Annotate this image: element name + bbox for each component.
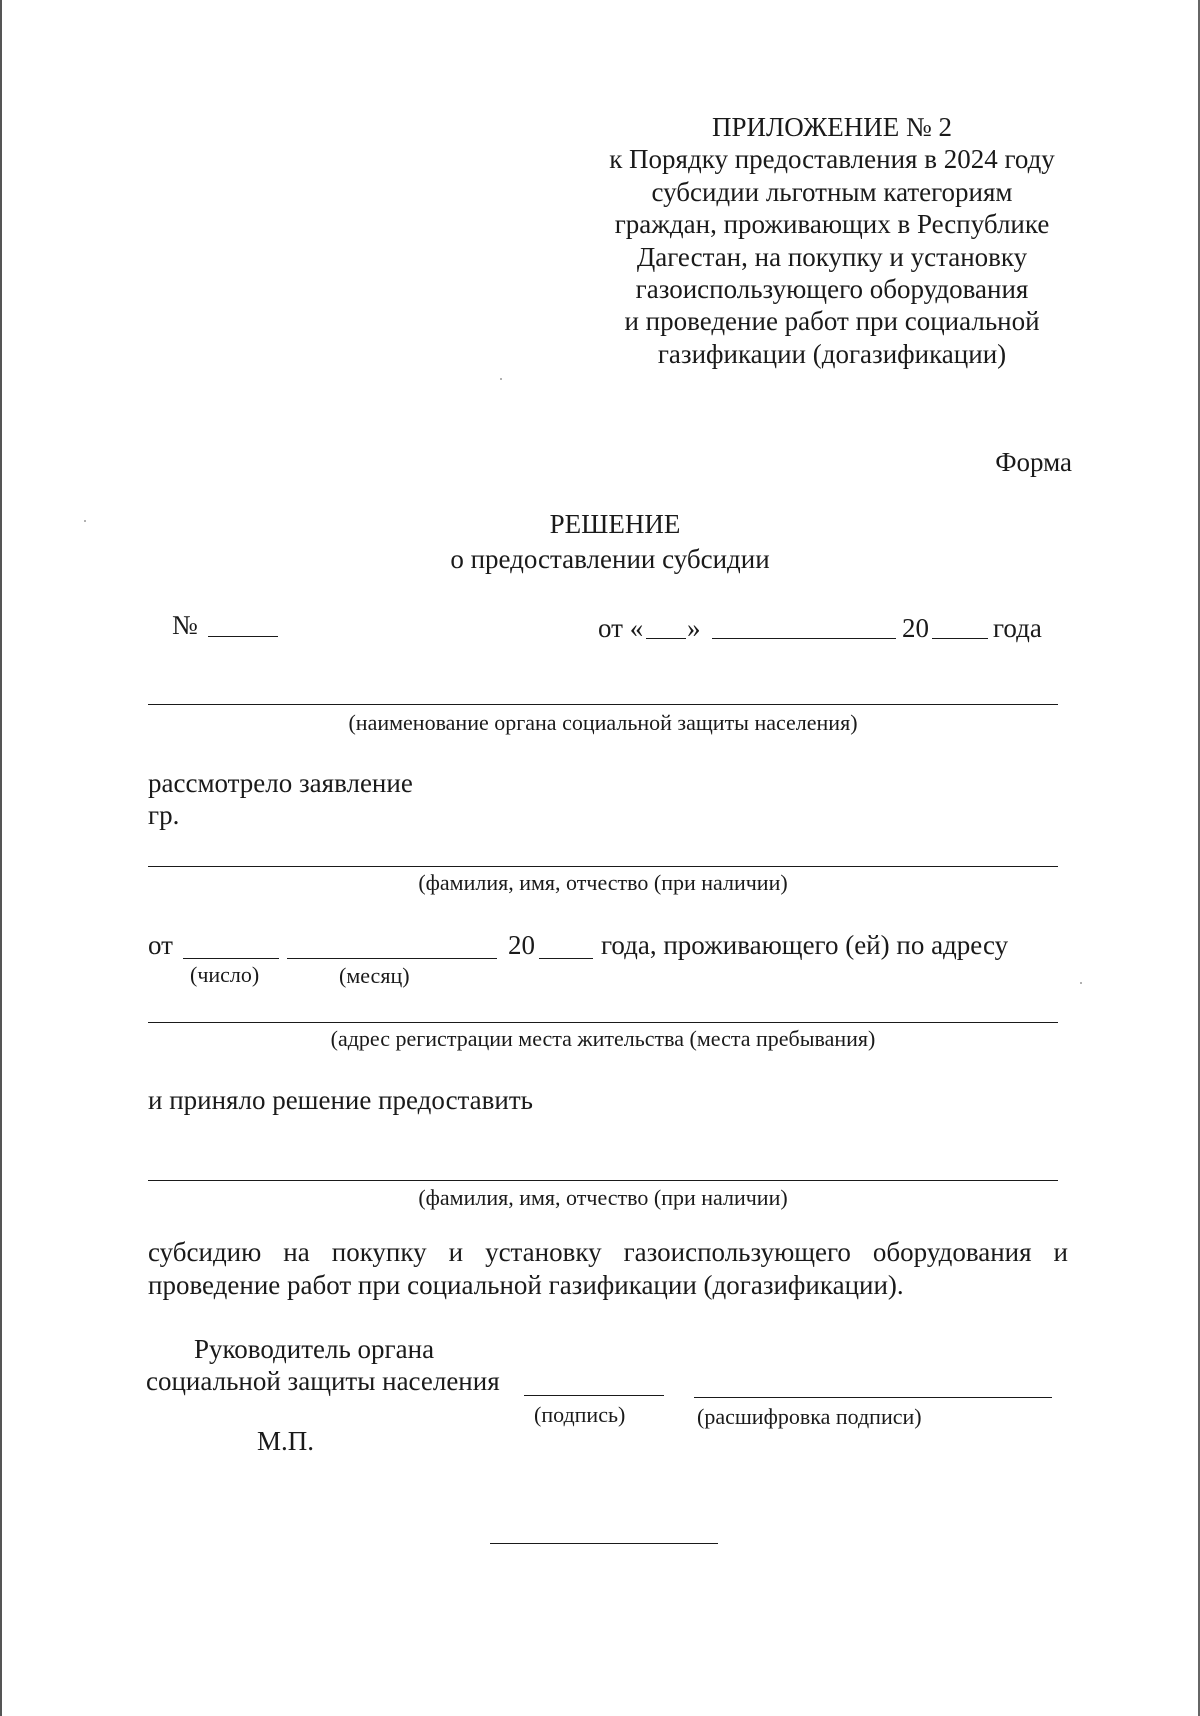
day-blank bbox=[646, 638, 686, 639]
signature-line bbox=[524, 1395, 664, 1396]
signature-decode-caption: (расшифровка подписи) bbox=[697, 1404, 922, 1429]
signature-decode-line bbox=[694, 1397, 1052, 1398]
address-line bbox=[148, 1022, 1058, 1023]
citizen-abbrev: гр. bbox=[148, 800, 180, 830]
applicant-name-line bbox=[148, 866, 1058, 867]
date-from-prefix: от « bbox=[598, 613, 644, 643]
org-name-line bbox=[148, 704, 1058, 705]
appendix-line-4: Дагестан, на покупку и установку bbox=[636, 241, 1028, 272]
appendix-line-1: к Порядку предоставления в 2024 году bbox=[609, 144, 1055, 175]
appendix-line-7: газификации (догазификации) bbox=[657, 338, 1007, 369]
application-year-blank bbox=[539, 958, 593, 959]
month-blank bbox=[712, 638, 896, 639]
stamp-place: М.П. bbox=[257, 1426, 315, 1456]
head-title-line-2: социальной защиты населения bbox=[146, 1366, 500, 1396]
year-blank bbox=[932, 638, 988, 639]
scan-speck bbox=[500, 378, 502, 380]
decision-title: РЕШЕНИЕ bbox=[549, 509, 681, 539]
number-blank bbox=[208, 636, 278, 637]
year-suffix: года bbox=[993, 613, 1042, 643]
recipient-name-line bbox=[148, 1180, 1058, 1181]
recipient-name-caption: (фамилия, имя, отчество (при наличии) bbox=[418, 1185, 788, 1210]
date-quote-close: » bbox=[687, 613, 701, 643]
decision-text: и приняло решение предоставить bbox=[148, 1085, 533, 1115]
application-day-blank bbox=[183, 958, 279, 959]
scan-speck bbox=[84, 520, 86, 522]
appendix-block bbox=[590, 111, 1074, 370]
scan-speck bbox=[1080, 982, 1082, 984]
appendix-title: ПРИЛОЖЕНИЕ № 2 bbox=[711, 112, 953, 142]
application-tail: года, проживающего (ей) по адресу bbox=[601, 930, 1009, 960]
considered-text: рассмотрело заявление bbox=[148, 768, 413, 798]
decision-subtitle: о предоставлении субсидии bbox=[450, 544, 770, 574]
application-year-prefix: 20 bbox=[508, 930, 535, 960]
head-title-line-1: Руководитель органа bbox=[194, 1334, 435, 1364]
signature-caption: (подпись) bbox=[534, 1402, 626, 1427]
day-caption: (число) bbox=[190, 962, 260, 987]
appendix-line-3: граждан, проживающих в Республике bbox=[614, 209, 1050, 240]
year-prefix: 20 bbox=[902, 613, 929, 643]
application-from: от bbox=[148, 930, 173, 960]
subsidy-paragraph: субсидию на покупку и установку газоиспользующего оборудования и проведение работ при социальной газификации (догазификации). bbox=[148, 1237, 1068, 1300]
month-caption: (месяц) bbox=[339, 963, 410, 988]
form-label: Форма bbox=[995, 447, 1072, 477]
appendix-line-6: и проведение работ при социальной bbox=[624, 306, 1040, 337]
application-month-blank bbox=[287, 958, 497, 959]
number-sign: № bbox=[172, 610, 198, 640]
appendix-line-2: субсидии льготным категориям bbox=[651, 176, 1013, 207]
applicant-name-caption: (фамилия, имя, отчество (при наличии) bbox=[418, 870, 788, 895]
closing-separator bbox=[490, 1543, 718, 1544]
appendix-line-5: газоиспользующего оборудования bbox=[635, 274, 1029, 305]
org-name-caption: (наименование органа социальной защиты населения) bbox=[348, 710, 858, 735]
address-caption: (адрес регистрации места жительства (места пребывания) bbox=[330, 1026, 876, 1051]
